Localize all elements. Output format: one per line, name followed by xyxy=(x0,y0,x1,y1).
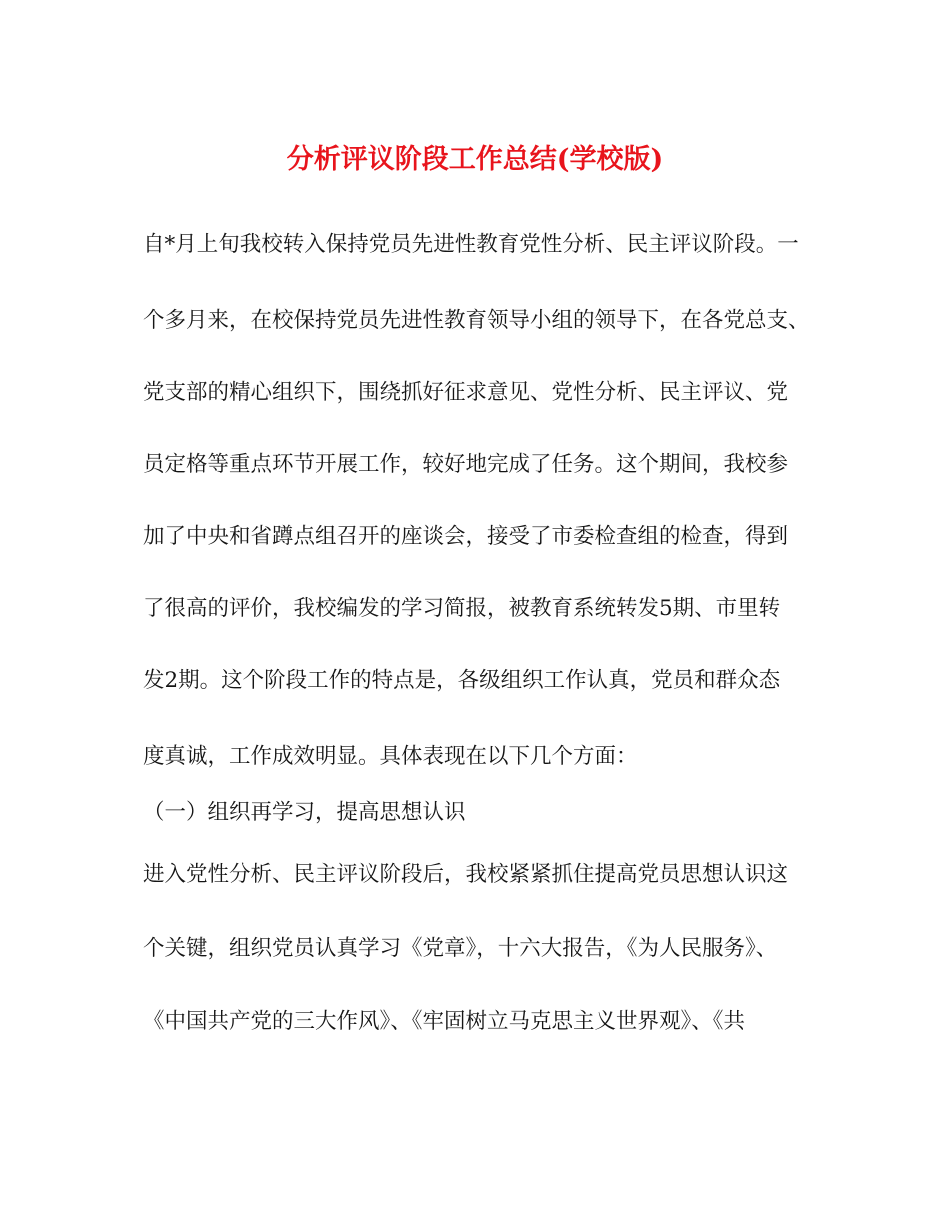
paragraph-line: 个关键，组织党员认真学习《党章》，十六大报告，《为人民服务》、 xyxy=(143,936,778,961)
paragraph-line: 党支部的精心组织下，围绕抓好征求意见、党性分析、民主评议、党 xyxy=(143,380,789,405)
paragraph-line: 员定格等重点环节开展工作，较好地完成了任务。这个期间，我校参 xyxy=(143,452,789,477)
paragraph-line: 了很高的评价，我校编发的学习简报，被教育系统转发5期、市里转 xyxy=(143,596,781,621)
section-heading: （一）组织再学习，提高思想认识 xyxy=(143,800,466,825)
paragraph-line: 自*月上旬我校转入保持党员先进性教育党性分析、民主评议阶段。一 xyxy=(143,232,799,257)
document-title: 分析评议阶段工作总结(学校版) xyxy=(286,144,664,175)
paragraph-line: 进入党性分析、民主评议阶段后，我校紧紧抓住提高党员思想认识这 xyxy=(143,862,789,887)
paragraph-line: 《中国共产党的三大作风》、《牢固树立马克思主义世界观》、《共 xyxy=(143,1009,746,1034)
paragraph-line: 加了中央和省蹲点组召开的座谈会，接受了市委检查组的检查，得到 xyxy=(143,524,789,549)
paragraph-line: 度真诚，工作成效明显。具体表现在以下几个方面： xyxy=(143,744,638,769)
paragraph-line: 个多月来，在校保持党员先进性教育领导小组的领导下，在各党总支、 xyxy=(143,308,810,333)
paragraph-line: 发2期。这个阶段工作的特点是，各级组织工作认真，党员和群众态 xyxy=(143,668,781,693)
